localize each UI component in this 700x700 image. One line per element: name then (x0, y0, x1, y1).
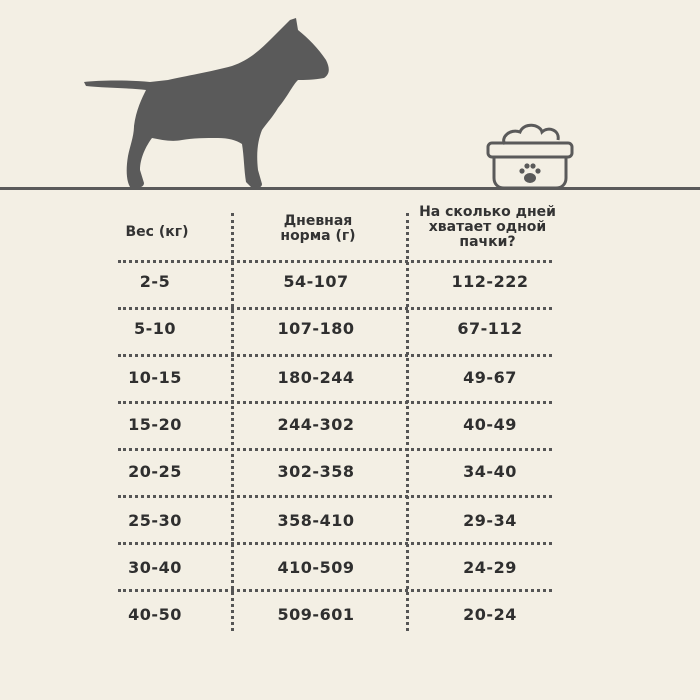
cell-daily-norm: 509-601 (277, 605, 355, 624)
row-separator (118, 495, 552, 498)
cell-weight: 30-40 (128, 558, 182, 577)
cell-daily-norm: 54-107 (283, 272, 349, 291)
cell-daily-norm: 410-509 (277, 558, 355, 577)
header-days-per-pack: На сколько дней хватает одной пачки? (419, 204, 556, 250)
row-separator (118, 589, 552, 592)
cell-days: 67-112 (457, 319, 523, 338)
cell-weight: 5-10 (133, 319, 177, 338)
cell-weight: 10-15 (128, 368, 182, 387)
cell-days: 20-24 (463, 605, 517, 624)
cell-daily-norm: 180-244 (277, 368, 355, 387)
cell-days: 34-40 (463, 462, 517, 481)
hero-illustration (0, 0, 700, 200)
row-separator (118, 401, 552, 404)
column-separator (406, 213, 409, 631)
column-separator (231, 213, 234, 631)
cell-days: 40-49 (463, 415, 517, 434)
cell-days: 29-34 (463, 511, 517, 530)
cell-weight: 40-50 (128, 605, 182, 624)
header-weight: Вес (кг) (125, 224, 189, 240)
cell-days: 24-29 (463, 558, 517, 577)
row-separator (118, 542, 552, 545)
cell-daily-norm: 107-180 (277, 319, 355, 338)
cell-weight: 2-5 (139, 272, 171, 291)
cell-weight: 20-25 (128, 462, 182, 481)
row-separator (118, 354, 552, 357)
cell-daily-norm: 244-302 (277, 415, 355, 434)
cell-daily-norm: 358-410 (277, 511, 355, 530)
ground-line (0, 187, 700, 190)
row-separator (118, 448, 552, 451)
row-separator (118, 307, 552, 310)
cell-days: 49-67 (463, 368, 517, 387)
paw-print-icon (519, 163, 540, 183)
bull-terrier-dog-silhouette-icon (0, 0, 700, 200)
cell-weight: 25-30 (128, 511, 182, 530)
cell-days: 112-222 (451, 272, 529, 291)
row-separator (118, 260, 552, 263)
cell-weight: 15-20 (128, 415, 182, 434)
cell-daily-norm: 302-358 (277, 462, 355, 481)
header-daily-norm: Дневная норма (г) (280, 213, 356, 244)
